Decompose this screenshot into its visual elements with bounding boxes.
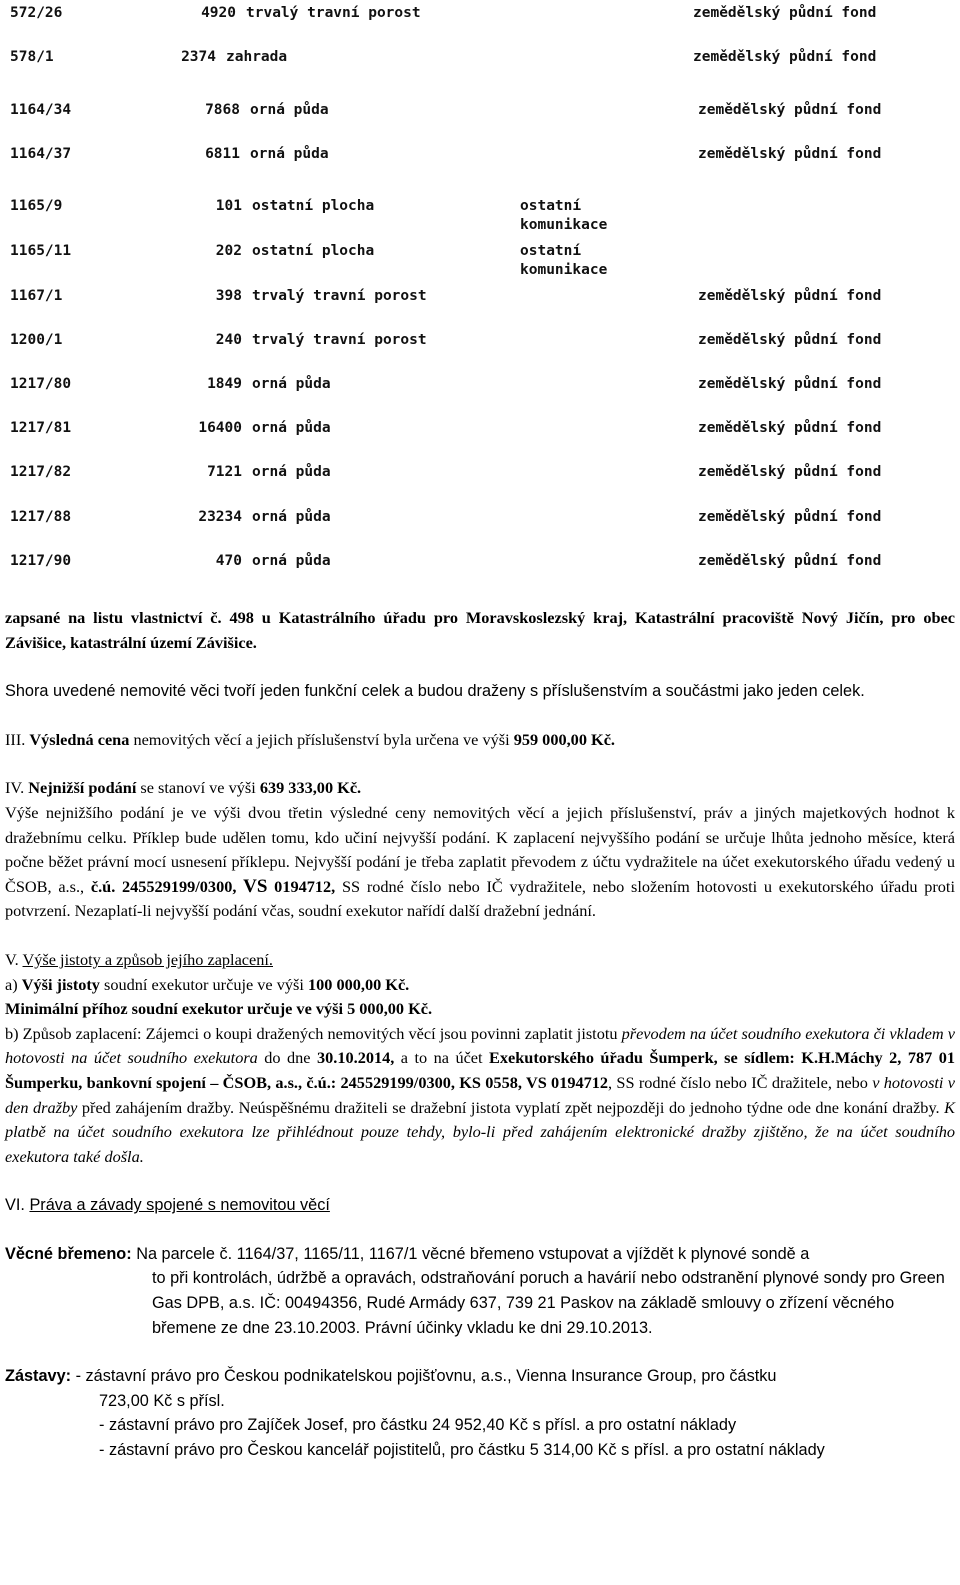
parcel-number: 1164/34 — [10, 102, 72, 118]
section-v-a: a) Výši jistoty soudní exekutor určuje ve výši 100 000,00 Kč. — [5, 974, 410, 994]
parcel-use: zemědělský půdní fond — [698, 509, 882, 525]
table-row — [0, 373, 960, 417]
parcel-area: 16400 — [198, 420, 242, 436]
parcel-type: orná půda — [250, 146, 329, 162]
parcel-number: 1217/80 — [10, 376, 72, 392]
table-row — [0, 329, 960, 373]
parcel-type: orná půda — [250, 102, 329, 118]
parcel-area: 23234 — [198, 509, 242, 525]
easement-block: Věcné břemeno: Na parcele č. 1164/37, 1165/11, 1167/1 věcné břemeno vstupovat a vjíždět k plynové sondě a to při kontrolách, údržbě a opravách, odstraňování poruch a havárií nebo odstranění plynové sondy pro Green Gas DPB, a.s. IČ: 00494356, Rudé Armády 637, 739 21 Paskov na základě smlouvy o zřízení věcného břemene ze dne 23.10.2003. Právní účinky vkladu ke dni 29.10.2013. — [5, 1244, 945, 1337]
parcel-type: trvalý travní porost — [252, 288, 427, 304]
parcel-area: 2374 — [181, 49, 216, 65]
parcel-area: 470 — [215, 553, 242, 569]
parcel-use: zemědělský půdní fond — [693, 49, 877, 65]
table-row — [0, 506, 960, 550]
table-row — [0, 2, 960, 46]
table-row — [0, 195, 960, 239]
table-row — [0, 143, 960, 187]
parcel-area: 398 — [215, 288, 242, 304]
table-row — [0, 417, 960, 461]
parcel-number: 572/26 — [10, 5, 63, 21]
parcel-type: trvalý travní porost — [252, 332, 427, 348]
parcel-area: 202 — [215, 243, 242, 259]
unit-paragraph: Shora uvedené nemovité věci tvoří jeden funkční celek a budou draženy s příslušenstvím a součástmi jako jeden celek. — [5, 682, 865, 701]
parcel-number: 1167/1 — [10, 288, 63, 304]
parcel-table — [0, 0, 960, 598]
parcel-area: 1849 — [207, 376, 242, 392]
parcel-type: orná půda — [252, 376, 331, 392]
parcel-area: 4920 — [201, 5, 236, 21]
parcel-number: 578/1 — [10, 49, 54, 65]
document-body — [5, 606, 955, 1463]
parcel-use: zemědělský půdní fond — [698, 464, 882, 480]
parcel-use: zemědělský půdní fond — [698, 288, 882, 304]
parcel-area: 7121 — [207, 464, 242, 480]
table-row — [0, 550, 960, 594]
parcel-use: zemědělský půdní fond — [698, 420, 882, 436]
parcel-use: zemědělský půdní fond — [698, 376, 882, 392]
table-row — [0, 99, 960, 143]
parcel-use: zemědělský půdní fond — [698, 332, 882, 348]
parcel-area: 6811 — [205, 146, 240, 162]
registry-paragraph: zapsané na listu vlastnictví č. 498 u Katastrálního úřadu pro Moravskoslezský kraj, Katastrální pracoviště Nový Jičín, pro obec Závišice, katastrální území Závišice. — [5, 608, 955, 652]
parcel-number: 1165/11 — [10, 243, 72, 259]
parcel-type: zahrada — [226, 49, 288, 65]
parcel-type: trvalý travní porost — [246, 5, 421, 21]
parcel-number: 1164/37 — [10, 146, 72, 162]
parcel-type: orná půda — [252, 509, 331, 525]
section-iii: III. Výsledná cena nemovitých věcí a jejich příslušenství byla určena ve výši 959 000,00 Kč. — [5, 729, 615, 749]
parcel-use: ostatní komunikace — [520, 243, 608, 278]
parcel-type: orná půda — [252, 553, 331, 569]
parcel-use: zemědělský půdní fond — [698, 553, 882, 569]
section-iv-heading: IV. Nejnižší podání se stanoví ve výši 639 333,00 Kč. — [5, 778, 362, 798]
table-row — [0, 46, 960, 90]
parcel-type: orná půda — [252, 420, 331, 436]
section-iv-text: Výše nejnižšího podání je ve výši dvou třetin výsledné ceny nemovitých věcí a jejich příslušenství, práv a jiných majetkových hodnot k dražebnímu celku. Příklep bude udělen tomu, kdo učiní nejvyšší podání. K zaplacení nejvyššího podání se určuje lhůta jednoho měsíce, která počne běžet právní mocí usnesení příklepu. Nejvyšší podání je třeba zaplatit převodem z účtu vydražitele na účet exekutorského úřadu vedený u ČSOB, a.s., č.ú. 245529199/0300, VS 0194712, SS rodné číslo nebo IČ vydražitele, nebo složením hotovosti u exekutorského úřadu proti potvrzení. Nezaplatí-li nejvyšší podání včas, soudní exekutor nařídí další dražební jednání. — [5, 802, 955, 921]
parcel-number: 1217/88 — [10, 509, 72, 525]
section-vi-heading: VI. Práva a závady spojené s nemovitou věcí — [5, 1196, 330, 1215]
parcel-use: ostatní komunikace — [520, 198, 608, 233]
table-row — [0, 285, 960, 329]
parcel-use: zemědělský půdní fond — [698, 146, 882, 162]
section-v-b: b) Způsob zaplacení: Zájemci o koupi dražených nemovitých věcí jsou povinni zaplatit jistotu převodem na účet soudního exekutora či vkladem v hotovosti na účet soudního exekutora do dne 30.10.2014, a to na účet Exekutorského úřadu Šumperk, se sídlem: K.H.Máchy 2, 787 01 Šumperku, bankovní spojení – ČSOB, a.s., č.ú.: 245529199/0300, KS 0558, VS 0194712, SS rodné číslo nebo IČ dražitele, nebo v hotovosti v den dražby před zahájením dražby. Neúspěšnému dražiteli se dražební jistota vyplatí zpět nejpozději do jednoho týdne ode dne konání dražby. K platbě na účet soudního exekutora lze přihlédnout pouze tehdy, bylo-li před zahájením elektronické dražby zjištěno, že na účet soudního exekutora také došla. — [5, 1023, 955, 1166]
liens-block: Zástavy: - zástavní právo pro Českou podnikatelskou pojišťovnu, a.s., Vienna Insurance Group, pro částku 723,00 Kč s přísl. - zástavní právo pro Zajíček Josef, pro částku 24 952,40 Kč s přísl. a pro ostatní náklady - zástavní právo pro Českou kancelář pojistitelů, pro částku 5 314,00 Kč s přísl. a pro ostatní náklady — [5, 1367, 825, 1460]
parcel-area: 7868 — [205, 102, 240, 118]
section-v-heading: V. Výše jistoty a způsob jejího zaplacení. — [5, 949, 273, 969]
parcel-area: 101 — [215, 198, 242, 214]
parcel-number: 1200/1 — [10, 332, 63, 348]
parcel-number: 1165/9 — [10, 198, 63, 214]
parcel-area: 240 — [215, 332, 242, 348]
table-row — [0, 240, 960, 284]
table-row — [0, 461, 960, 505]
parcel-number: 1217/82 — [10, 464, 72, 480]
parcel-number: 1217/81 — [10, 420, 72, 436]
parcel-use: zemědělský půdní fond — [698, 102, 882, 118]
minimum-bid-increment: Minimální příhoz soudní exekutor určuje ve výši 5 000,00 Kč. — [5, 999, 433, 1019]
parcel-number: 1217/90 — [10, 553, 72, 569]
parcel-type: ostatní plocha — [252, 198, 375, 214]
parcel-use: zemědělský půdní fond — [693, 5, 877, 21]
parcel-type: ostatní plocha — [252, 243, 375, 259]
parcel-type: orná půda — [252, 464, 331, 480]
